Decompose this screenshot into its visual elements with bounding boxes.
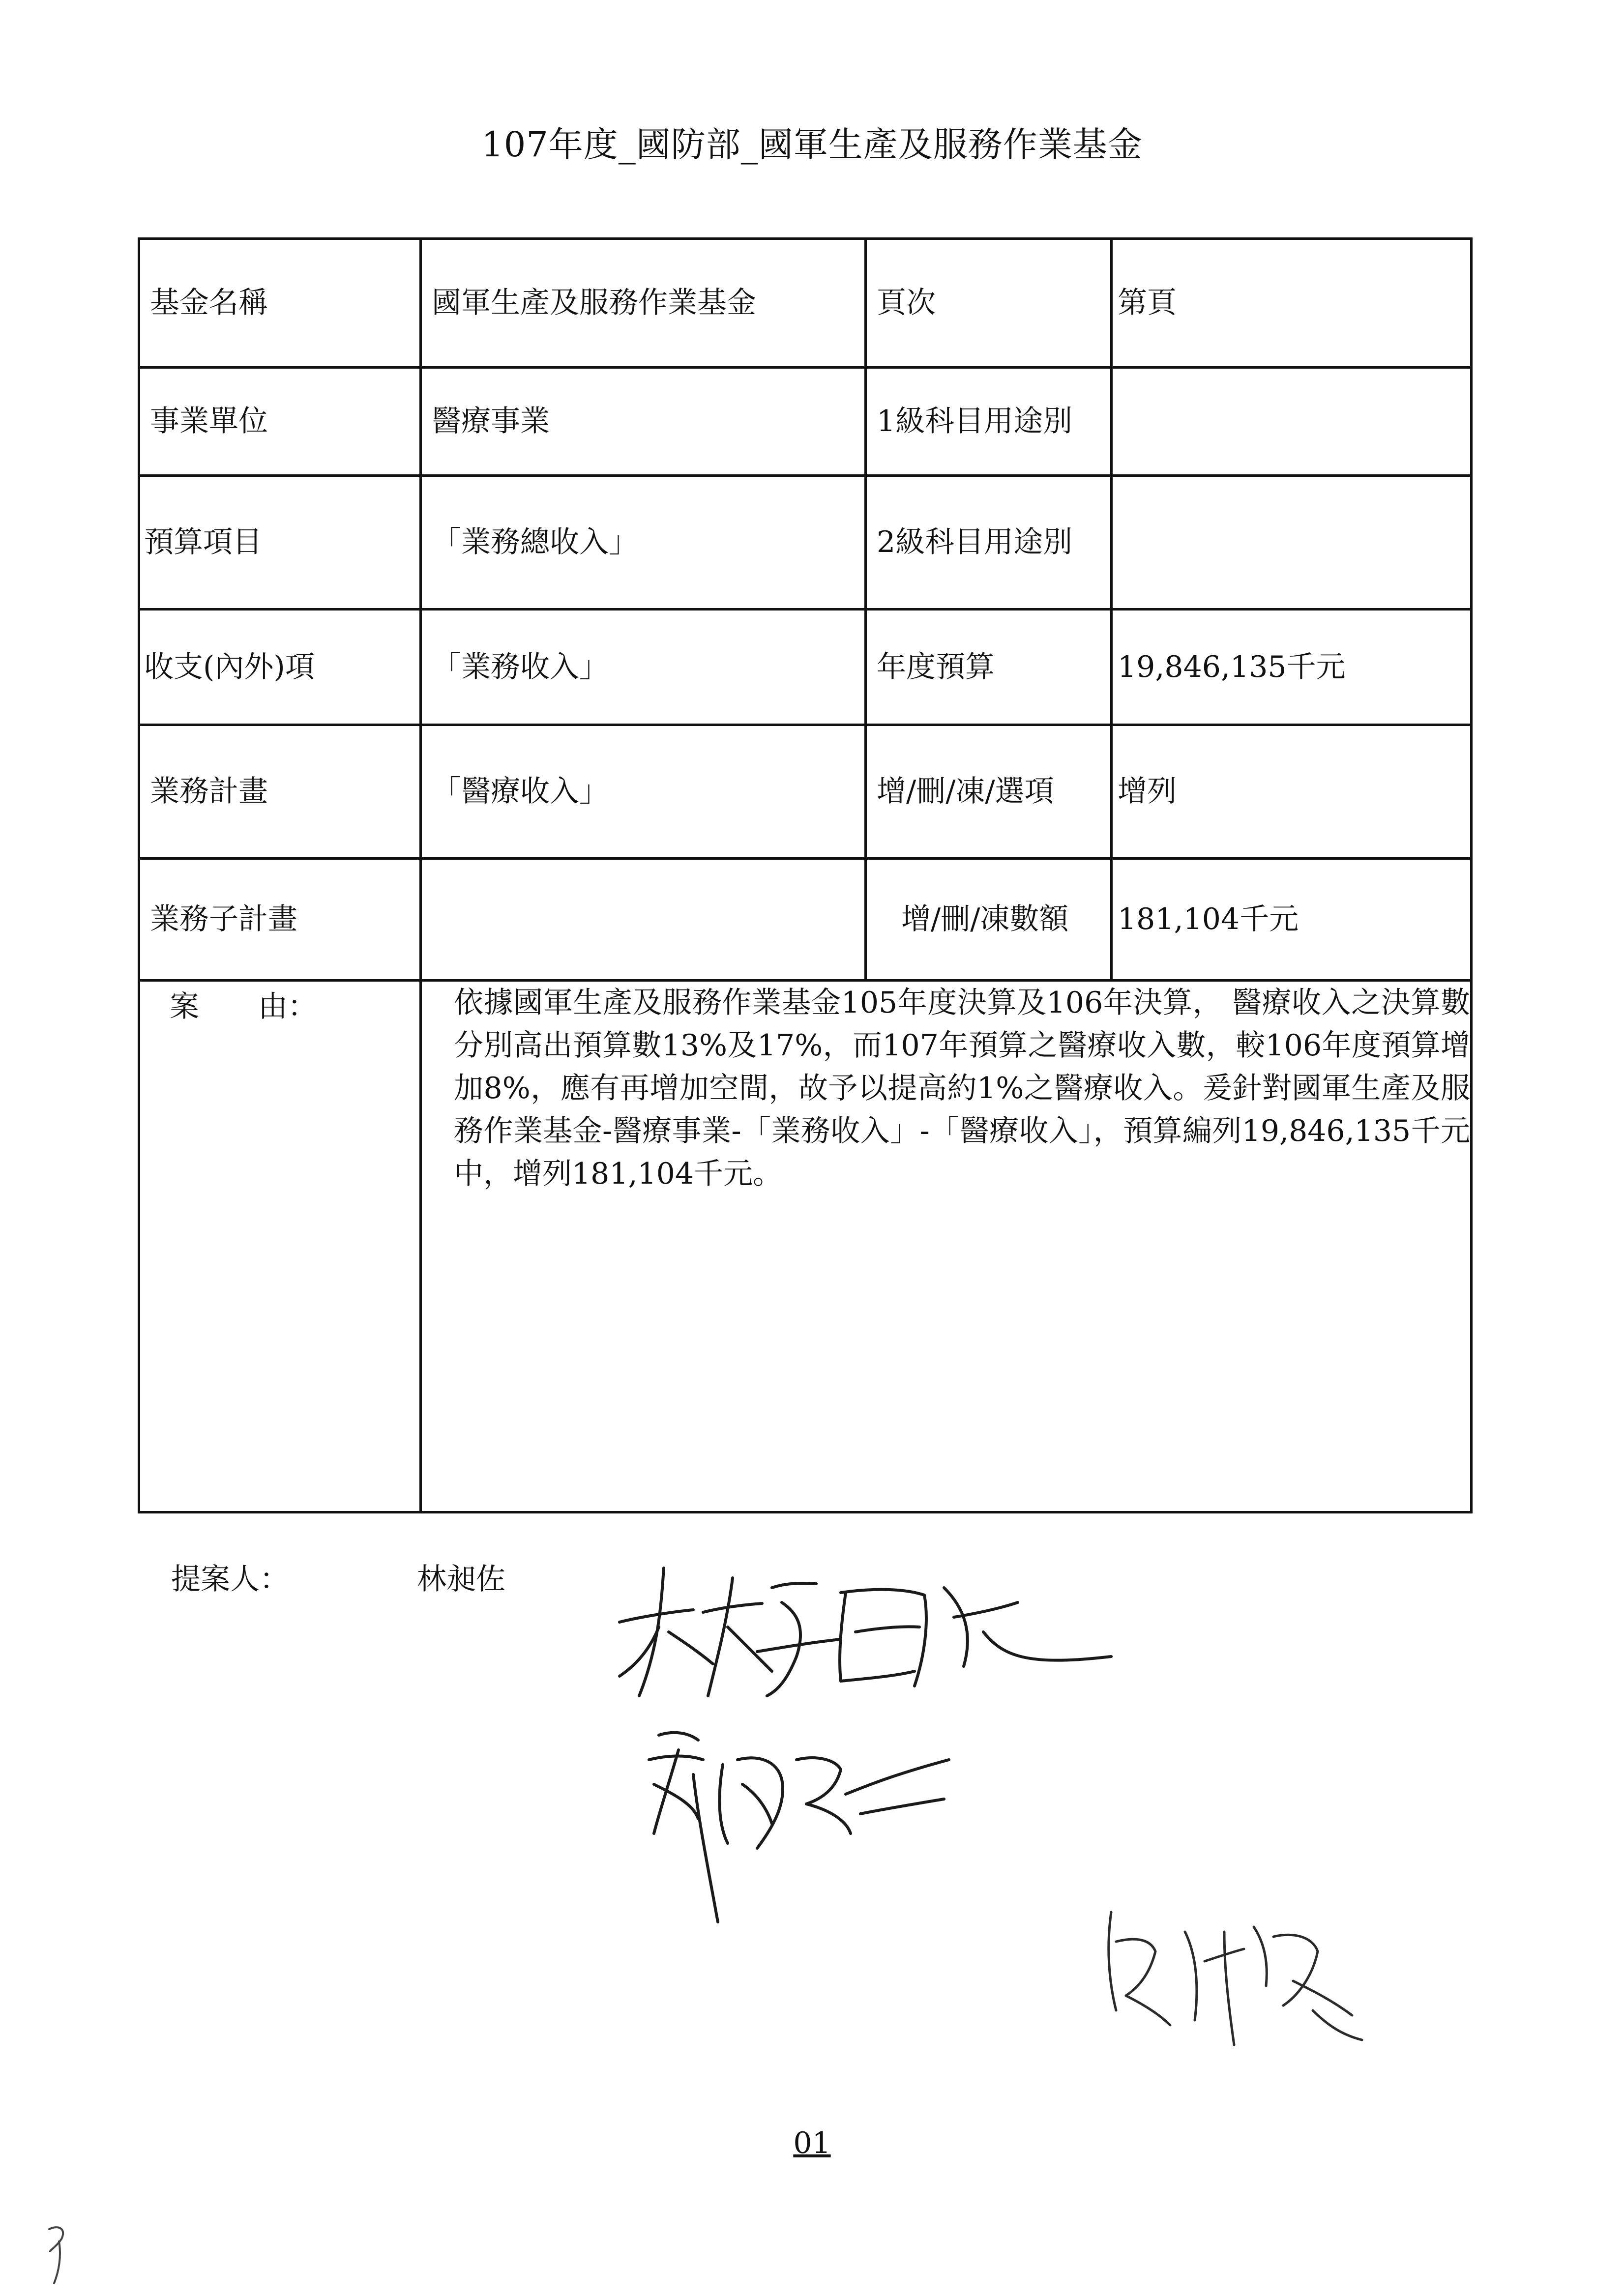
- level1-value: [1112, 368, 1472, 476]
- budget-item-value: 「業務總收入」: [421, 476, 866, 610]
- margin-handwritten-mark: [44, 2222, 74, 2286]
- page-value: 第頁: [1112, 239, 1472, 368]
- amount-label: 增/刪/凍數額: [866, 859, 1112, 981]
- unit-value: 醫療事業: [421, 368, 866, 476]
- document-title: 107年度_國防部_國軍生產及服務作業基金: [481, 124, 1143, 165]
- row-budget-item: [139, 476, 1472, 610]
- row-fund-name: [139, 239, 1472, 368]
- level1-label: 1級科目用途別: [866, 368, 1112, 476]
- fund-name-value: 國軍生產及服務作業基金: [421, 239, 866, 368]
- unit-label: 事業單位: [139, 368, 421, 476]
- plan-label: 業務計畫: [139, 725, 421, 859]
- row-unit: [139, 368, 1472, 476]
- page-label: 頁次: [866, 239, 1112, 368]
- budget-item-label: 預算項目: [139, 476, 421, 610]
- amount-value: 181,104千元: [1112, 859, 1472, 981]
- plan-value: 「醫療收入」: [421, 725, 866, 859]
- proposer-label: 提案人：: [171, 1562, 289, 1597]
- action-label: 增/刪/凍/選項: [866, 725, 1112, 859]
- annual-budget-label: 年度預算: [866, 610, 1112, 725]
- row-reason: [139, 981, 1472, 1512]
- reason-text: 依據國軍生產及服務作業基金105年度決算及106年決算， 醫療收入之決算數分別高出預算數13%及17%，而107年預算之醫療收入數，較106年度預算增加8%，應有再增加空間，故予以提高約1%之醫療收入。爰針對國軍生產及服務作業基金-醫療事業-「業務收入」-「醫療收入」，預算編列19,846,135千元中，增列181,104千元。: [421, 981, 1472, 1512]
- fund-name-label: 基金名稱: [139, 239, 421, 368]
- row-subplan: [139, 859, 1472, 981]
- subplan-label: 業務子計畫: [139, 859, 421, 981]
- reason-label: 案 由：: [139, 981, 421, 1512]
- level2-value: [1112, 476, 1472, 610]
- proposer-name: 林昶佐: [417, 1562, 505, 1597]
- revenue-label: 收支(內外)項: [139, 610, 421, 725]
- action-value: 增列: [1112, 725, 1472, 859]
- row-revenue: [139, 610, 1472, 725]
- page-number: 01: [793, 2126, 831, 2160]
- signature-2: [639, 1720, 954, 1932]
- level2-label: 2級科目用途別: [866, 476, 1112, 610]
- signature-3: [1096, 1902, 1372, 2050]
- row-plan: [139, 725, 1472, 859]
- revenue-value: 「業務收入」: [421, 610, 866, 725]
- proposal-form-table: [138, 237, 1473, 1513]
- subplan-value: [421, 859, 866, 981]
- annual-budget-value: 19,846,135千元: [1112, 610, 1472, 725]
- signature-1: [610, 1558, 1121, 1706]
